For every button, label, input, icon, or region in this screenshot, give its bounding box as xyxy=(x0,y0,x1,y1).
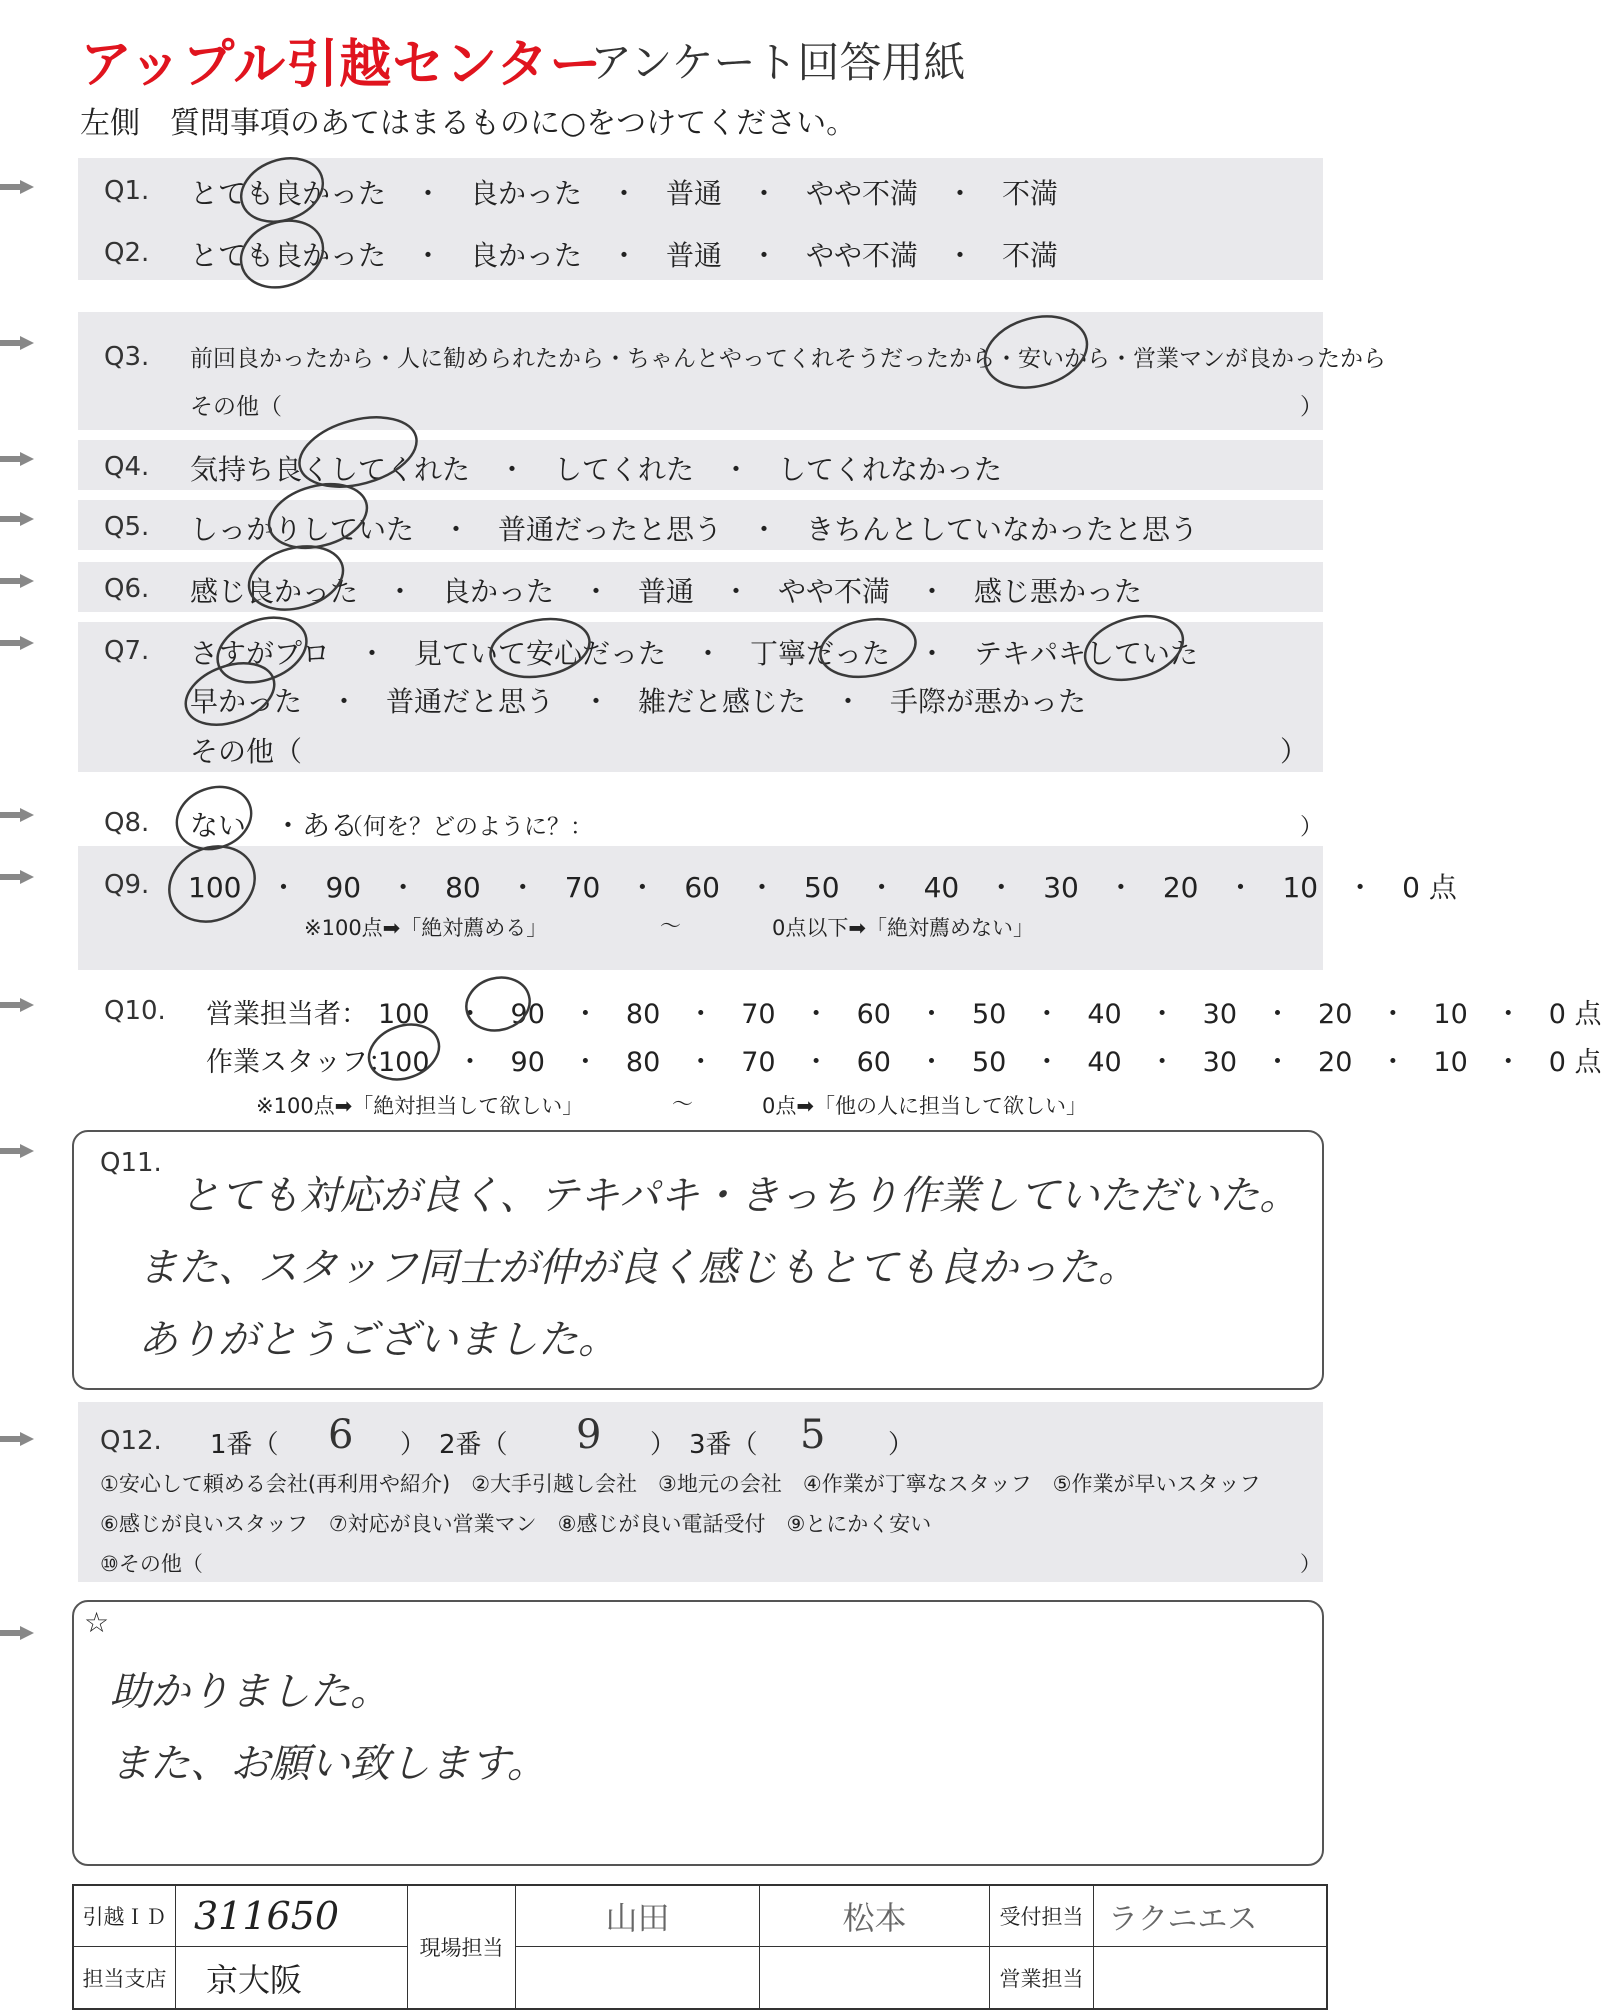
site-staff-4[interactable] xyxy=(760,1947,990,2008)
q10-sales-label: 営業担当者： xyxy=(206,999,368,1030)
reception-label: 受付担当 xyxy=(990,1886,1094,1947)
q3-options[interactable]: 前回良かったから・人に勧められたから・ちゃんとやってくれそうだったから・安いから・営業マンが良かったから xyxy=(190,346,1386,372)
margin-arrow-icon xyxy=(0,870,34,884)
sales-staff-value[interactable] xyxy=(1094,1947,1326,2008)
q10-number: Q10. xyxy=(104,996,166,1026)
margin-arrow-icon xyxy=(0,1432,34,1446)
q9-number: Q9. xyxy=(104,870,150,900)
q10-staff-label: 作業スタッフ： xyxy=(206,1047,395,1078)
margin-arrow-icon xyxy=(0,998,34,1012)
margin-arrow-icon xyxy=(0,808,34,822)
q11-handwritten-line3: ありがとうございました。 xyxy=(138,1317,618,1363)
move-id-value[interactable]: 311650 xyxy=(176,1886,408,1947)
q11-handwritten-line2: また、スタッフ同士が仲が良く感じもとても良かった。 xyxy=(138,1245,1138,1291)
q1-options[interactable]: とても良かった ・ 良かった ・ 普通 ・ やや不満 ・ 不満 xyxy=(190,177,1059,210)
q5-options[interactable]: しっかりしていた ・ 普通だったと思う ・ きちんとしていなかったと思う xyxy=(190,513,1199,546)
q9-note-worst: 0点以下➡「絶対薦めない」 xyxy=(772,916,1034,940)
brand-name: アップル引越センター xyxy=(80,35,603,95)
margin-arrow-icon xyxy=(0,1144,34,1158)
margin-arrow-icon xyxy=(0,636,34,650)
q8-number: Q8. xyxy=(104,808,150,838)
q8-options[interactable]: ない ・ある xyxy=(190,809,359,842)
q9-note-best: ※100点➡「絶対薦める」 xyxy=(304,916,548,940)
q12-choices-line2: ⑥感じが良いスタッフ ⑦対応が良い営業マン ⑧感じが良い電話受付 ⑨とにかく安い xyxy=(100,1512,932,1536)
form-title: アンケート回答用紙 xyxy=(590,38,966,87)
q11-number: Q11. xyxy=(100,1148,162,1178)
q12-other-label: ⑩その他（ xyxy=(100,1552,203,1576)
q12-second-label: ） 2番（ xyxy=(400,1430,508,1460)
move-id-label: 引越ＩＤ xyxy=(74,1886,176,1947)
q9-scale[interactable]: 100 ・ 90 ・ 80 ・ 70 ・ 60 ・ 50 ・ 40 ・ 30 ・ 20 ・ 10 ・ 0 点 xyxy=(188,871,1457,904)
q7-number: Q7. xyxy=(104,636,150,666)
margin-arrow-icon xyxy=(0,512,34,526)
free-comment-line2: また、お願い致します。 xyxy=(110,1741,547,1787)
q3-other-close: ） xyxy=(1300,394,1323,420)
q10-note-worst: 0点➡「他の人に担当して欲しい」 xyxy=(762,1094,1087,1118)
q12-number: Q12. xyxy=(100,1426,162,1456)
branch-value[interactable]: 京大阪 xyxy=(176,1947,408,2008)
margin-arrow-icon xyxy=(0,574,34,588)
q6-options[interactable]: 感じ良かった ・ 良かった ・ 普通 ・ やや不満 ・ 感じ悪かった xyxy=(190,575,1143,608)
q10-note-best: ※100点➡「絶対担当して欲しい」 xyxy=(256,1094,584,1118)
q12-third-close: ） xyxy=(888,1430,915,1460)
sales-staff-label: 営業担当 xyxy=(990,1947,1094,2008)
q6-number: Q6. xyxy=(104,574,150,604)
q12-first-label: 1番（ xyxy=(210,1430,279,1460)
q12-choices-line1: ①安心して頼める会社(再利用や紹介) ②大手引越し会社 ③地元の会社 ④作業が丁寧なスタッフ ⑤作業が早いスタッフ xyxy=(100,1472,1261,1496)
q11-handwritten-line1: とても対応が良く、テキパキ・きっちり作業していただいた。 xyxy=(180,1173,1300,1219)
q9-tilde: ～ xyxy=(660,914,681,938)
q2-options[interactable]: とても良かった ・ 良かった ・ 普通 ・ やや不満 ・ 不満 xyxy=(190,239,1059,272)
margin-arrow-icon xyxy=(0,1626,34,1640)
q12-third-value[interactable]: 5 xyxy=(800,1412,826,1458)
q7-options-line2[interactable]: 早かった ・ 普通だと思う ・ 雑だと感じた ・ 手際が悪かった xyxy=(190,685,1087,718)
q3-number: Q3. xyxy=(104,342,150,372)
q12-second-value[interactable]: 9 xyxy=(576,1412,602,1458)
branch-label: 担当支店 xyxy=(74,1947,176,2008)
star-icon: ☆ xyxy=(84,1606,110,1639)
q4-options[interactable]: 気持ち良くしてくれた ・ してくれた ・ してくれなかった xyxy=(190,453,1003,486)
q12-third-label: ） 3番（ xyxy=(650,1430,758,1460)
q10-staff-scale[interactable]: 100 ・ 90 ・ 80 ・ 70 ・ 60 ・ 50 ・ 40 ・ 30 ・ 20 ・ 10 ・ 0 点 xyxy=(378,1047,1602,1078)
q10-tilde: ～ xyxy=(672,1092,693,1116)
q10-sales-scale[interactable]: 100 ・ 90 ・ 80 ・ 70 ・ 60 ・ 50 ・ 40 ・ 30 ・ 20 ・ 10 ・ 0 点 xyxy=(378,999,1602,1030)
instruction-text: 左側 質問事項のあてはまるものに○をつけてください。 xyxy=(80,106,857,141)
reception-value[interactable]: ラクニエス xyxy=(1094,1886,1326,1947)
q3-other-label: その他（ xyxy=(190,394,282,420)
q7-other-label: その他（ xyxy=(190,735,303,768)
q9-band xyxy=(78,846,1323,970)
margin-arrow-icon xyxy=(0,336,34,350)
q7-options-line1[interactable]: さすがプロ ・ 見ていて安心だった ・ 丁寧だった ・ テキパキしていた xyxy=(190,637,1199,670)
q8-close: ） xyxy=(1300,814,1323,840)
q12-first-value[interactable]: 6 xyxy=(328,1412,354,1458)
free-comment-line1: 助かりました。 xyxy=(110,1669,390,1715)
q2-number: Q2. xyxy=(104,238,150,268)
q8-note: （何を？どのように？： xyxy=(340,814,593,840)
site-staff-2[interactable]: 松本 xyxy=(760,1886,990,1947)
site-staff-label: 現場担当 xyxy=(408,1886,516,2008)
margin-arrow-icon xyxy=(0,452,34,466)
q1-number: Q1. xyxy=(104,176,150,206)
q5-number: Q5. xyxy=(104,512,150,542)
margin-arrow-icon xyxy=(0,180,34,194)
site-staff-1[interactable]: 山田 xyxy=(516,1886,760,1947)
q7-other-close: ） xyxy=(1280,735,1309,768)
site-staff-3[interactable] xyxy=(516,1947,760,2008)
q4-number: Q4. xyxy=(104,452,150,482)
staff-table xyxy=(72,1884,1328,2010)
q12-other-close: ） xyxy=(1300,1552,1321,1576)
